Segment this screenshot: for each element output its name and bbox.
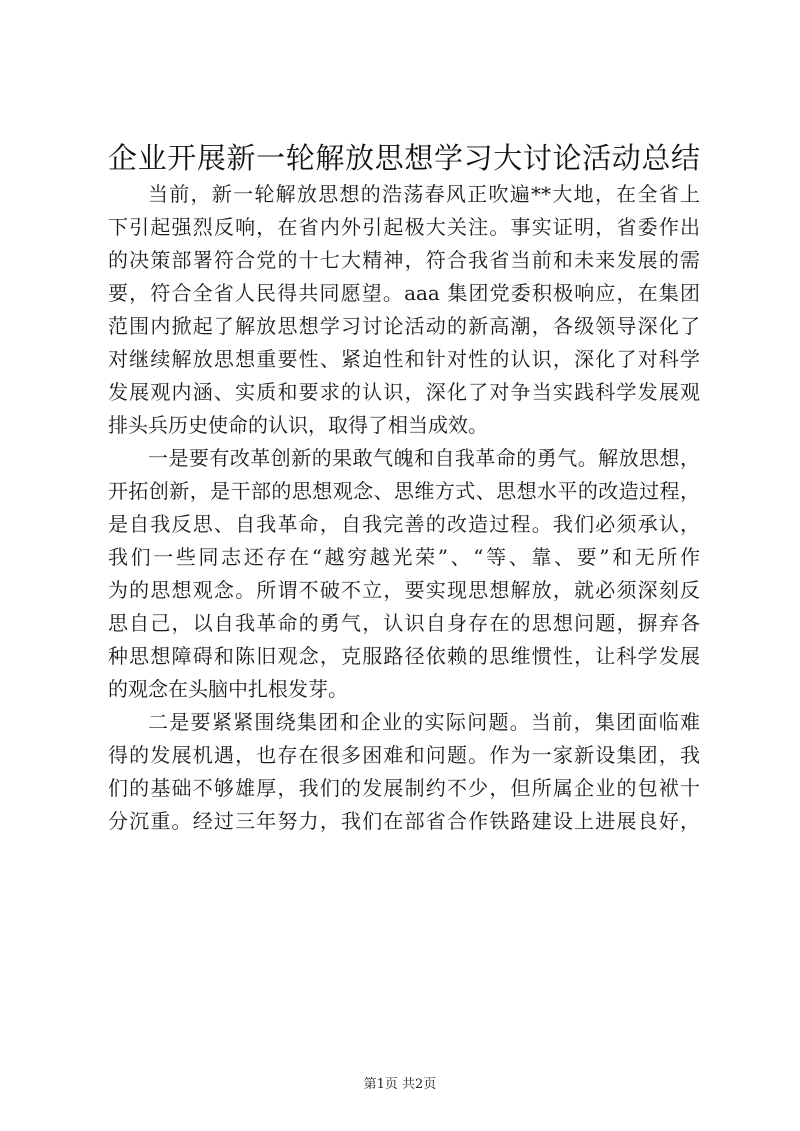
text-line: 二是要紧紧围绕集团和企业的实际问题。当前，集团面临难 <box>148 710 700 734</box>
text-line: 种思想障碍和陈旧观念，克服路径依赖的思维惯性，让科学发展 <box>108 644 700 668</box>
text-line: 发展观内涵、实质和要求的认识，深化了对争当实践科学发展观 <box>108 380 700 404</box>
document-title: 企业开展新一轮解放思想学习大讨论活动总结 <box>108 141 700 175</box>
text-line: 范围内掀起了解放思想学习讨论活动的新高潮，各级领导深化了 <box>108 314 700 338</box>
text-line: 开拓创新，是干部的思想观念、思维方式、思想水平的改造过程， <box>108 479 700 503</box>
text-line: 为的思想观念。所谓不破不立，要实现思想解放，就必须深刻反 <box>108 578 700 602</box>
text-line: 得的发展机遇，也存在很多困难和问题。作为一家新设集团，我 <box>108 743 700 767</box>
text-line: 的观念在头脑中扎根发芽。 <box>108 677 348 701</box>
text-line: 要，符合全省人民得共同愿望。aaa 集团党委积极响应，在集团 <box>108 281 700 305</box>
text-line: 排头兵历史使命的认识，取得了相当成效。 <box>108 413 488 437</box>
paragraph-1 <box>108 178 700 442</box>
text-line: 一是要有改革创新的果敢气魄和自我革命的勇气。解放思想， <box>148 446 700 470</box>
document-body <box>108 178 700 838</box>
paragraph-3 <box>108 706 700 838</box>
text-line: 思自己，以自我革命的勇气，认识自身存在的思想问题，摒弃各 <box>108 611 700 635</box>
text-line: 们的基础不够雄厚，我们的发展制约不少，但所属企业的包袱十 <box>108 776 700 800</box>
text-line: 分沉重。经过三年努力，我们在部省合作铁路建设上进展良好， <box>108 809 700 833</box>
page-number-footer: 第1页 共2页 <box>363 1077 437 1092</box>
text-line: 对继续解放思想重要性、紧迫性和针对性的认识，深化了对科学 <box>108 347 700 371</box>
text-line: 我们一些同志还存在“越穷越光荣”、“等、靠、要”和无所作 <box>108 545 700 569</box>
text-line: 的决策部署符合党的十七大精神，符合我省当前和未来发展的需 <box>108 248 700 272</box>
text-line: 是自我反思、自我革命，自我完善的改造过程。我们必须承认， <box>108 512 700 536</box>
text-line: 下引起强烈反响，在省内外引起极大关注。事实证明，省委作出 <box>108 215 700 239</box>
text-line: 当前，新一轮解放思想的浩荡春风正吹遍**大地，在全省上 <box>148 182 700 206</box>
paragraph-2 <box>108 442 700 706</box>
